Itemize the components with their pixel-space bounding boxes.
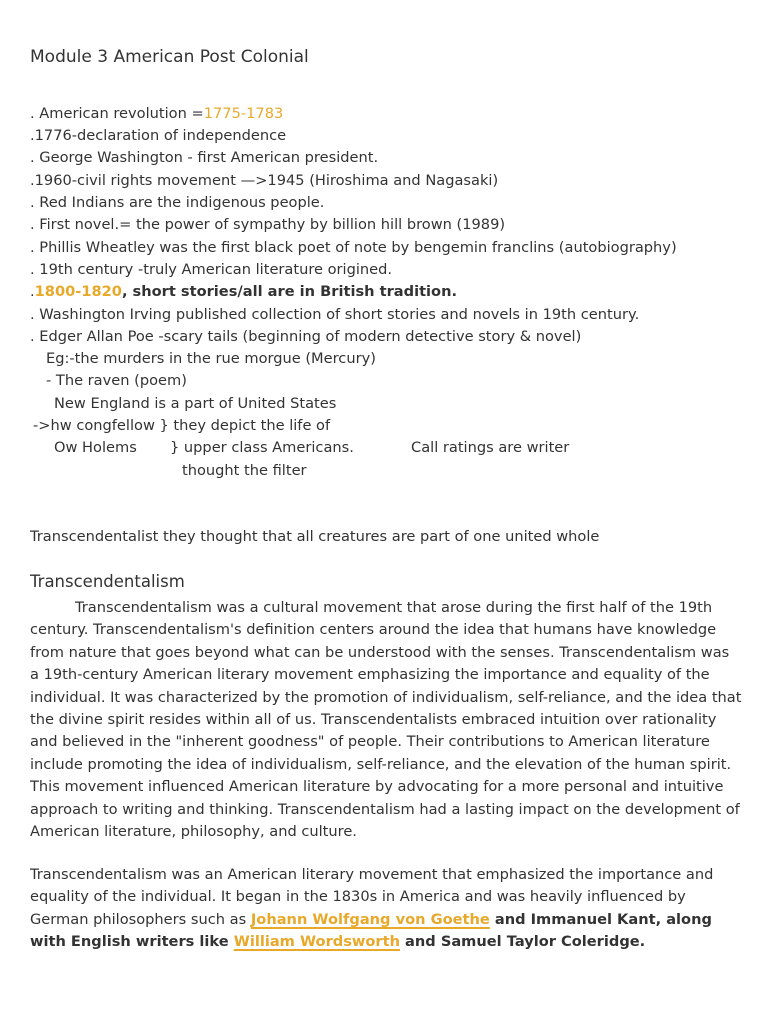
section-heading: Transcendentalism: [30, 572, 185, 591]
note-line: . Red Indians are the indigenous people.: [30, 194, 325, 211]
note-line: Eg:-the murders in the rue morgue (Mercury): [46, 350, 376, 367]
highlighted-years: 1775-1783: [203, 105, 284, 122]
note-text: .: [30, 283, 35, 300]
note-line: . Washington Irving published collection of short stories and novels in 19th century.: [30, 306, 640, 323]
note-line: . First novel.= the power of sympathy by billion hill brown (1989): [30, 216, 506, 233]
goethe-link[interactable]: Johann Wolfgang von Goethe: [250, 910, 490, 928]
note-text: , short stories/all are in British tradition.: [121, 283, 458, 300]
note-line: .1776-declaration of independence: [30, 127, 287, 144]
note-line: [30, 281, 457, 303]
paragraph: Transcendentalism was a cultural movement that arose during the first half of the 19th century. Transcendentalism's definition centers around the idea that humans have knowledge from nature that goes beyond what can be understood with the senses. Transcendentalism was a 19th-century American literary movement emphasizing the importance and equality of the individual. It was characterized by the promotion of individualism, self-reliance, and the idea that the divine spirit resides within all of us. Transcendentalists embraced intuition over rationality and believed in the "inherent goodness" of people. Their contributions to American literature include promoting the idea of individualism, self-reliance, and the elevation of the human spirit. This movement influenced American literature by advocating for a more personal and intuitive approach to writing and thinking. Transcendentalism had a lasting impact on the development of American literature, philosophy, and culture.: [30, 599, 742, 841]
note-line: [30, 103, 283, 125]
paragraph: [30, 864, 742, 954]
page-title: Module 3 American Post Colonial: [30, 47, 309, 67]
note-text: . American revolution =: [30, 105, 204, 122]
paragraph-text: and Samuel Taylor Coleridge.: [399, 933, 646, 951]
note-line: - The raven (poem): [46, 372, 187, 389]
transcendentalist-note: Transcendentalist they thought that all creatures are part of one united whole: [30, 528, 600, 545]
paragraph-text: Transcendentalism was an American literary movement that emphasized the importance and equality of the individual. It began in the 1830s in America and was heavily influenced by German philosophers such as: [30, 866, 714, 928]
note-line: ->hw congfellow } they depict the life of: [33, 417, 331, 434]
note-line: Call ratings are writer: [411, 439, 570, 456]
paragraph-text: and Immanuel Kant, along with English writers like: [30, 910, 712, 951]
highlighted-years: 1800-1820: [34, 283, 122, 300]
note-line: Ow Holems: [54, 439, 137, 456]
note-line: thought the filter: [182, 462, 307, 479]
note-line: . 19th century -truly American literature origined.: [30, 261, 393, 278]
note-line: New England is a part of United States: [54, 395, 337, 412]
wordsworth-link[interactable]: William Wordsworth: [233, 933, 400, 951]
note-line: . Phillis Wheatley was the first black poet of note by bengemin franclins (autobiography): [30, 239, 677, 256]
note-line: .1960-civil rights movement —>1945 (Hiroshima and Nagasaki): [30, 172, 499, 189]
note-line: . George Washington - first American president.: [30, 149, 379, 166]
note-line: } upper class Americans.: [170, 439, 354, 456]
note-line: . Edger Allan Poe -scary tails (beginning of modern detective story & novel): [30, 328, 582, 345]
